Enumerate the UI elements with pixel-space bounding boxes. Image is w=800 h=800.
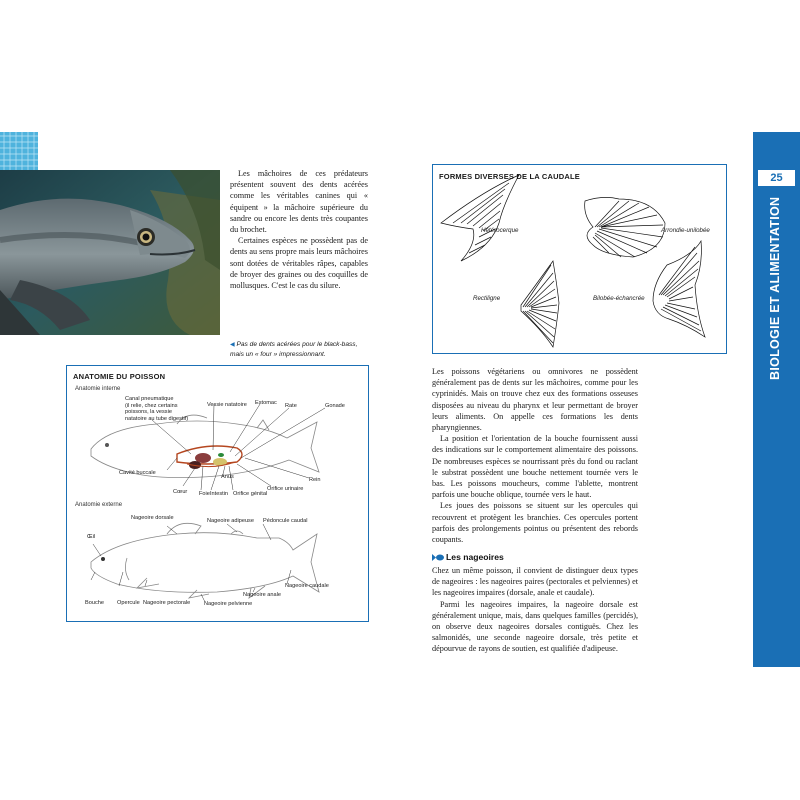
label-anale: Nageoire anale [243, 592, 281, 598]
label-canal: Canal pneumatique (il relie, chez certains poissons, la vessie natatoire au tube digestif) [125, 396, 189, 422]
anatomy-box [66, 365, 369, 622]
page-number: 25 [758, 170, 795, 186]
label-caudale: Nageoire caudale [285, 583, 329, 589]
corner-pattern [0, 132, 38, 170]
paragraph: Les poissons végétariens ou omnivores ne possèdent généralement pas de dents sur les mâchoires, comme pour les cyprinidés. Mais on trouve chez eux des formations osseuses disposées au niveau du pharynx et leur permettant de broyer leurs aliments. On appelle ces formations les dents pharyngiennes. [432, 367, 638, 433]
paragraph: Chez un même poisson, il convient de distinguer deux types de nageoires : les nageoires paires (pectorales et pelviennes) et les nageoires impaires (dorsale, anale et caudale). [432, 565, 638, 598]
paragraph: La position et l'orientation de la bouche fournissent aussi des indications sur le comportement alimentaire des poissons. De nombreuses espèces se nourrissant près du fond ou raclant le substrat possèdent une bouche nettement tournée vers le bas. Les poissons moucheurs, comme l'ablette, montrent parfois une bouche oblique, tournée vers le haut. [432, 434, 638, 500]
external-title: Anatomie externe [75, 502, 123, 508]
photo-caption [230, 340, 370, 359]
section-title: BIOLOGIE ET ALIMENTATION [768, 196, 782, 380]
caption-line-1: Pas de dents acérées pour le black-bass, [236, 341, 358, 348]
anatomy-title: ANATOMIE DU POISSON [73, 372, 166, 381]
caudal-drawings [433, 165, 725, 352]
label-bilobee: Bilobée-échancrée [593, 295, 645, 302]
internal-title: Anatomie interne [75, 386, 121, 392]
paragraph: Parmi les nageoires impaires, la nageoire dorsale est généralement unique, mais, dans quelques familles (percidés), on observe deux nageoires dorsales contiguës. Chez les salmonidés, une seconde nageoire dorsale, très petite et dépourvue de rayons de soutien, est qualifiée d'adipeuse. [432, 599, 638, 654]
label-anus: Anus [221, 474, 234, 480]
label-vessie: Vessie natatoire [207, 402, 247, 408]
paragraph: Certaines espèces ne possèdent pas de dents au sens propre mais leurs mâchoires sont dotées de véritables râpes, capables de broyer des graines ou des coquilles de mollusques. C'est le cas du silure. [230, 236, 368, 291]
label-coeur: Cœur [173, 489, 188, 495]
label-orifice-genital: Orifice génital [233, 491, 268, 497]
label-bouche: Bouche [85, 600, 104, 606]
label-pedoncule: Pédoncule caudal [263, 518, 308, 524]
fish-photo [0, 170, 220, 335]
subheading-label: Les nageoires [446, 552, 504, 563]
caudal-box [432, 164, 727, 354]
label-rein: Rein [309, 477, 321, 483]
label-arrondie: Arrondie-unilobée [661, 227, 710, 234]
triangle-icon: ◀ [230, 342, 235, 348]
intro-text [230, 168, 368, 291]
label-rate: Rate [285, 403, 297, 409]
label-rectiligne: Rectiligne [473, 295, 501, 302]
label-estomac: Estomac [255, 400, 277, 406]
paragraph: Les mâchoires de ces prédateurs présentent souvent des dents acérées comme les véritables canines qui « équipent » la mâchoire supérieure du sandre ou encore les dents très coupantes du brochet. [230, 169, 368, 235]
label-orifice-urinaire: Orifice urinaire [267, 486, 304, 492]
right-text [432, 366, 638, 655]
label-adipeuse: Nageoire adipeuse [207, 518, 254, 524]
label-foie: Foie [199, 491, 210, 497]
label-gonade: Gonade [325, 403, 345, 409]
fish-bullet-icon [432, 553, 444, 564]
label-heterocerque: Hétérocerque [481, 227, 519, 234]
label-cavite: Cavité buccale [119, 470, 156, 476]
caudal-title: FORMES DIVERSES DE LA CAUDALE [439, 172, 580, 181]
caption-line-2: mais un « four » impressionnant. [230, 351, 326, 358]
label-pectorale: Nageoire pectorale [143, 600, 191, 606]
paragraph: Les joues des poissons se situent sur les opercules qui recouvrent et protègent les branchies. Ces opercules portent parfois des prolongements pointus ou présentent des rebords coupants. [432, 501, 638, 545]
label-intestin: Intestin [210, 491, 229, 497]
subheading [432, 552, 638, 564]
label-pelvienne: Nageoire pelvienne [204, 601, 253, 607]
label-oeil: Œil [87, 534, 96, 540]
section-sidebar [753, 132, 800, 667]
label-opercule: Opercule [117, 600, 140, 606]
label-dorsale: Nageoire dorsale [131, 515, 174, 521]
